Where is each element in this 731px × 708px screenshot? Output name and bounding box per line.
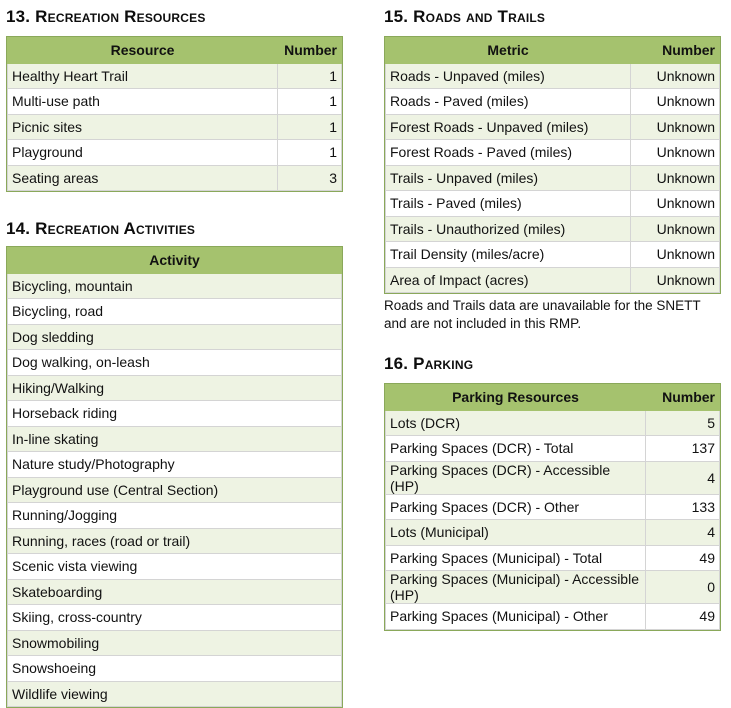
parking-label: Parking Spaces (Municipal) - Accessible (HP) (386, 571, 646, 604)
activity-label: Bicycling, mountain (8, 273, 342, 299)
roads-trails-body (386, 63, 720, 293)
parking-label: Parking Spaces (Municipal) - Total (386, 545, 646, 571)
table-row (8, 140, 342, 166)
parking-body (386, 410, 720, 629)
table-row (8, 165, 342, 191)
metric-value: Unknown (631, 63, 720, 89)
recreation-activities-body (8, 273, 342, 707)
parking-value: 133 (646, 494, 720, 520)
table-row (8, 401, 342, 427)
activity-label: Dog sledding (8, 324, 342, 350)
number-header: Number (278, 38, 342, 64)
resource-label: Healthy Heart Trail (8, 63, 278, 89)
activity-label: Snowshoeing (8, 656, 342, 682)
section-13-title: 13. Recreation Resources (6, 7, 206, 26)
activity-label: Playground use (Central Section) (8, 477, 342, 503)
activity-header: Activity (8, 248, 342, 274)
parking-label: Lots (Municipal) (386, 520, 646, 546)
recreation-activities-table (7, 247, 342, 707)
right-column (384, 0, 721, 631)
metric-header: Metric (386, 38, 631, 64)
activity-label: Dog walking, on-leash (8, 350, 342, 376)
metric-label: Area of Impact (acres) (386, 267, 631, 293)
number-header: Number (631, 38, 720, 64)
table-row (8, 299, 342, 325)
parking-table (385, 384, 720, 630)
table-row (386, 520, 720, 546)
recreation-activities-table-wrap (6, 246, 343, 708)
table-row (386, 571, 720, 604)
table-row (8, 324, 342, 350)
resource-value: 1 (278, 140, 342, 166)
table-row (8, 426, 342, 452)
metric-label: Roads - Paved (miles) (386, 89, 631, 115)
table-row (8, 656, 342, 682)
resource-value: 1 (278, 114, 342, 140)
table-row (386, 494, 720, 520)
resource-label: Playground (8, 140, 278, 166)
resource-value: 1 (278, 89, 342, 115)
metric-value: Unknown (631, 89, 720, 115)
left-column (6, 0, 343, 708)
parking-resources-header: Parking Resources (386, 385, 646, 411)
table-row (386, 216, 720, 242)
table-row (386, 410, 720, 436)
metric-value: Unknown (631, 216, 720, 242)
table-row (8, 452, 342, 478)
activity-label: Skiing, cross-country (8, 605, 342, 631)
table-row (386, 140, 720, 166)
table-row (386, 242, 720, 268)
parking-value: 5 (646, 410, 720, 436)
number-header: Number (646, 385, 720, 411)
table-row (386, 165, 720, 191)
resource-value: 1 (278, 63, 342, 89)
table-row (386, 604, 720, 630)
parking-label: Parking Spaces (DCR) - Total (386, 436, 646, 462)
activity-label: Wildlife viewing (8, 681, 342, 707)
table-row (386, 191, 720, 217)
metric-value: Unknown (631, 267, 720, 293)
activity-label: Horseback riding (8, 401, 342, 427)
activity-label: Snowmobiling (8, 630, 342, 656)
metric-value: Unknown (631, 242, 720, 268)
activity-label: In-line skating (8, 426, 342, 452)
roads-trails-table (385, 37, 720, 293)
table-row (386, 461, 720, 494)
metric-value: Unknown (631, 114, 720, 140)
roads-trails-table-wrap (384, 36, 721, 294)
parking-value: 0 (646, 571, 720, 604)
roads-trails-note: Roads and Trails data are unavailable for the SNETT and are not included in this RMP. (384, 298, 701, 331)
table-row (386, 436, 720, 462)
metric-label: Trails - Unauthorized (miles) (386, 216, 631, 242)
table-row (386, 63, 720, 89)
activity-label: Hiking/Walking (8, 375, 342, 401)
table-row (386, 545, 720, 571)
parking-label: Parking Spaces (Municipal) - Other (386, 604, 646, 630)
recreation-resources-table-wrap (6, 36, 343, 192)
table-row (8, 630, 342, 656)
activity-label: Running, races (road or trail) (8, 528, 342, 554)
table-row (386, 89, 720, 115)
parking-label: Lots (DCR) (386, 410, 646, 436)
table-row (8, 503, 342, 529)
parking-value: 49 (646, 604, 720, 630)
resource-label: Multi-use path (8, 89, 278, 115)
section-16-title: 16. Parking (384, 354, 474, 373)
metric-label: Trails - Paved (miles) (386, 191, 631, 217)
table-row (8, 554, 342, 580)
activity-label: Skateboarding (8, 579, 342, 605)
table-row (8, 89, 342, 115)
table-row (8, 273, 342, 299)
parking-value: 137 (646, 436, 720, 462)
activity-label: Running/Jogging (8, 503, 342, 529)
table-row (8, 681, 342, 707)
metric-value: Unknown (631, 165, 720, 191)
metric-label: Trails - Unpaved (miles) (386, 165, 631, 191)
table-row (8, 114, 342, 140)
recreation-resources-body (8, 63, 342, 191)
parking-value: 49 (646, 545, 720, 571)
metric-label: Forest Roads - Paved (miles) (386, 140, 631, 166)
section-14-title: 14. Recreation Activities (6, 219, 196, 238)
recreation-resources-table (7, 37, 342, 191)
metric-label: Trail Density (miles/acre) (386, 242, 631, 268)
metric-label: Forest Roads - Unpaved (miles) (386, 114, 631, 140)
resource-header: Resource (8, 38, 278, 64)
parking-table-wrap (384, 383, 721, 631)
parking-value: 4 (646, 520, 720, 546)
resource-value: 3 (278, 165, 342, 191)
table-row (8, 579, 342, 605)
table-row (8, 605, 342, 631)
activity-label: Nature study/Photography (8, 452, 342, 478)
resource-label: Picnic sites (8, 114, 278, 140)
metric-value: Unknown (631, 191, 720, 217)
resource-label: Seating areas (8, 165, 278, 191)
section-15-title: 15. Roads and Trails (384, 7, 546, 26)
parking-label: Parking Spaces (DCR) - Other (386, 494, 646, 520)
table-row (8, 477, 342, 503)
table-row (8, 528, 342, 554)
activity-label: Scenic vista viewing (8, 554, 342, 580)
table-row (8, 350, 342, 376)
table-row (386, 267, 720, 293)
table-row (8, 375, 342, 401)
table-row (386, 114, 720, 140)
metric-label: Roads - Unpaved (miles) (386, 63, 631, 89)
parking-label: Parking Spaces (DCR) - Accessible (HP) (386, 461, 646, 494)
activity-label: Bicycling, road (8, 299, 342, 325)
table-row (8, 63, 342, 89)
metric-value: Unknown (631, 140, 720, 166)
parking-value: 4 (646, 461, 720, 494)
